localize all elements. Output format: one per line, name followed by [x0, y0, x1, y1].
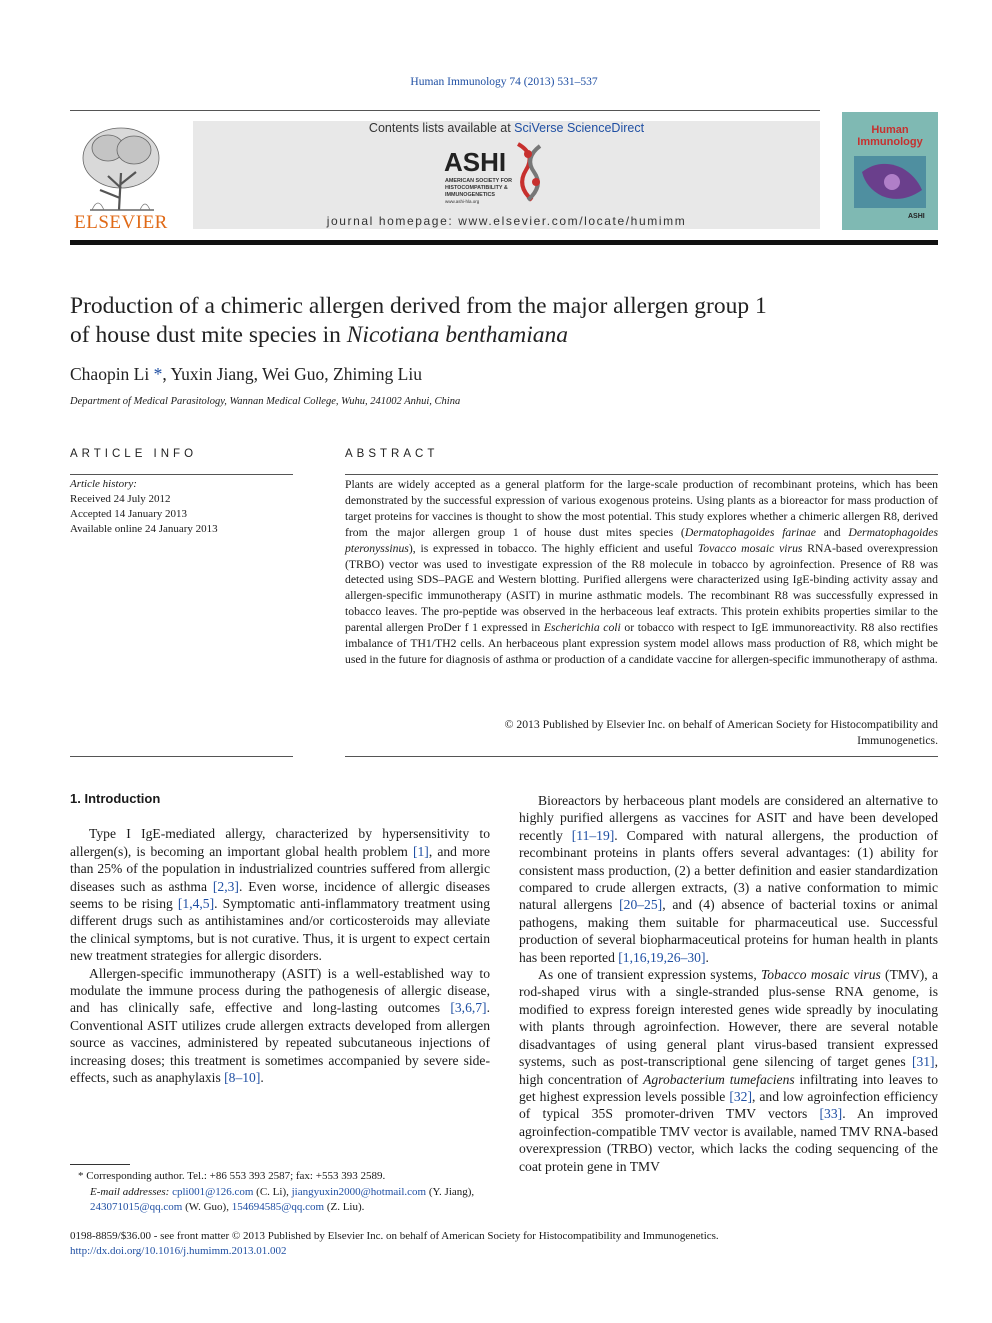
article-title: [70, 292, 940, 350]
footnote-text: Corresponding author. Tel.: +86 553 393 2587; fax: +553 393 2589.: [83, 1170, 386, 1182]
para-text: (TMV), a rod-shaped virus with a single-stranded plus-sense RNA genome, is modified to express foreign interested genes wide spreadly by inoculating with plants through agroinfection. However, there are several notable disadvantages of using general plant virus-based transient expressed systems, such as post-transcriptional gene silencing of target genes: [519, 967, 938, 1070]
cover-title-line-2: Immunology: [857, 136, 923, 148]
intro-paragraph-1: [70, 825, 490, 964]
footnote-rule: [70, 1164, 130, 1165]
author-rest: , Yuxin Jiang, Wei Guo, Zhiming Liu: [162, 364, 422, 384]
article-info-rule: [70, 474, 293, 475]
ashi-logo: [440, 138, 580, 208]
history-title: Article history:: [70, 478, 137, 490]
author-list: [70, 364, 422, 385]
para-text: Allergen-specific immunotherapy (ASIT) is a well-established way to modulate the immune process during the pathogenesis of allergic disease, and has clinically safe, effective and long-lasting outcomes: [70, 965, 490, 1016]
para-text: , high concentration of: [519, 1054, 938, 1087]
citation-link[interactable]: [2,3]: [212, 878, 239, 894]
homepage-url[interactable]: www.elsevier.com/locate/humimm: [458, 214, 687, 228]
doi-link[interactable]: http://dx.doi.org/10.1016/j.humimm.2013.01.002: [70, 1245, 287, 1257]
abstract-bottom-rule: [345, 756, 938, 757]
abstract-part: or tobacco with respect to IgE immunoreactivity. R8 also rectifies imbalance of TH1/TH2 cells. An herbaceous plant expression system model allows mass production of R8, which might be used in the future for diagnosis of asthma or production of a candidate vaccine for allergen-specific immunotherapy of asthma.: [345, 621, 938, 666]
cover-title-line-1: Human: [871, 124, 909, 136]
citation-link[interactable]: [31]: [911, 1054, 935, 1070]
abstract-part: RNA-based overexpression (TRBO) vector was used to investigate expression of the R8 molecule in tobacco by agroinfection. Presence of R8 was detected using SDS–PAGE and Western blotting. Purified allergens were characterized using IgE-binding activity assay and allergen-specific immunotherapy (ASIT) in murine asthmatic models. The recombinant R8 was successfully expressed in tobacco leaves. The pro-peptide was observed in the herbaceous leaf extracts. This protein exhibits properties similar to the parental allergen ProDer f 1 expressed in: [345, 541, 938, 635]
ashi-url: www.ashi-hla.org: [445, 199, 480, 204]
abstract-part: Plants are widely accepted as a general platform for the large-scale production of recombinant proteins, which has been demonstrated by the successful expression of various exogenous proteins. Using plants as a bioreactor for mass production of target proteins for vaccines is thought to show the most potential. This study explores whether a chimeric allergen R8, derived from the major allergen group 1 of house dust mites species (: [345, 478, 938, 539]
citation-link[interactable]: [1,16,19,26–30]: [618, 949, 706, 965]
abstract-rule: [345, 474, 938, 475]
header-top-rule: [70, 110, 820, 111]
citation-link[interactable]: [32]: [729, 1088, 752, 1104]
history-online: Available online 24 January 2013: [70, 523, 218, 535]
para-text: . Symptomatic anti-inflammatory treatment using different drugs such as antihistamines and/or corticosteroids may alleviate the clinical symptoms, but is not curative. Thus, it is urgent to expect certain new treatment strategies for allergic disorders.: [70, 896, 490, 964]
para-species: Tobacco mosaic virus: [761, 967, 881, 983]
history-accepted: Accepted 14 January 2013: [70, 508, 187, 520]
cover-ashi-mark: ASHI: [908, 213, 925, 220]
title-species: Nicotiana benthamiana: [346, 322, 569, 348]
citation-link[interactable]: [1,4,5]: [177, 896, 215, 912]
citation-link[interactable]: [11–19]: [571, 827, 615, 843]
para-text: . Even worse, incidence of allergic diseases seems to be rising: [70, 878, 490, 912]
page-footer: [70, 1229, 940, 1259]
email-link[interactable]: 154694585@qq.com: [231, 1201, 325, 1213]
abstract-species: Tovacco mosaic virus: [697, 541, 803, 555]
copyright-line-1: © 2013 Published by Elsevier Inc. on behalf of American Society for Histocompatibility and: [504, 718, 938, 731]
para-text: infiltrating into leaves to get highest expression levels possible: [519, 1071, 938, 1104]
contents-prefix: Contents lists available at: [368, 121, 515, 135]
abstract-part: and: [815, 525, 849, 539]
history-received: Received 24 July 2012: [70, 493, 171, 505]
email-owner: (C. Li),: [253, 1185, 292, 1198]
journal-homepage-line: [193, 214, 820, 228]
copyright-line-2: Immunogenetics.: [857, 734, 938, 747]
elsevier-wordmark: ELSEVIER: [74, 212, 168, 233]
abstract-part: ), is expressed in tobacco. The highly efficient and useful: [408, 541, 698, 555]
citation-link[interactable]: [1]: [412, 843, 429, 859]
abstract-species: Escherichia coli: [543, 621, 621, 635]
body-column-right: [519, 792, 938, 1175]
abstract-heading: ABSTRACT: [345, 448, 439, 460]
homepage-prefix: journal homepage:: [326, 214, 459, 228]
email-link[interactable]: 243071015@qq.com: [90, 1201, 183, 1213]
intro-paragraph-3: [519, 792, 938, 966]
para-text: . Compared with natural allergens, the production of recombinant proteins in plants offers several advantages: (1) ability for consistent mass production, (2) a better definition and easier standardization compared to crude allergen extracts, (3) a native conformation to mimic natural allergens: [519, 827, 938, 913]
citation-link[interactable]: [20–25]: [619, 897, 663, 913]
para-text: , and (4) absence of bacterial toxins or animal pathogens, making them suitable for pharmaceutical use. Successful production of several biopharmaceutical proteins for human health in plants has been reported: [519, 897, 939, 965]
intro-paragraph-2: [70, 965, 490, 1087]
email-link[interactable]: jiangyuxin2000@hotmail.com: [291, 1185, 427, 1198]
para-text: , and more than 25% of the population in industrialized countries suffered from allergic diseases such as asthma: [70, 843, 490, 894]
section-heading-introduction: 1. Introduction: [70, 791, 161, 806]
para-text: . Conventional ASIT utilizes crude allergen extracts developed from allergen source as vaccines, administered by repeated subcutaneous injections of increasing doses; this treatment is sometimes accompanied by severe side-effects, such as anaphylaxis: [70, 1000, 490, 1086]
abstract-species: Dermatophagoides farinae: [684, 525, 816, 539]
sciencedirect-link[interactable]: SciVerse ScienceDirect: [514, 121, 645, 135]
abstract-text: [345, 477, 938, 668]
para-text: .: [705, 949, 709, 965]
ashi-wordmark: ASHI: [444, 147, 507, 177]
ashi-subtitle-2: HISTOCOMPATIBILITY &: [445, 185, 508, 191]
ashi-subtitle-1: AMERICAN SOCIETY FOR: [445, 178, 512, 184]
corresponding-author-link[interactable]: *: [153, 364, 163, 384]
title-line-1: Production of a chimeric allergen derived from the major allergen group 1: [70, 293, 767, 319]
article-info-bottom-rule: [70, 756, 293, 757]
email-label: E-mail addresses:: [90, 1185, 173, 1198]
email-link[interactable]: cpli001@126.com: [172, 1185, 254, 1198]
para-species: Agrobacterium tumefaciens: [643, 1071, 795, 1087]
ashi-subtitle-3: IMMUNOGENETICS: [445, 192, 496, 198]
email-owner: (W. Guo),: [182, 1201, 232, 1213]
email-owner: (Y. Jiang),: [426, 1185, 475, 1198]
header-bottom-rule: [70, 240, 938, 245]
cover-title: [846, 124, 934, 148]
intro-paragraph-4: [519, 966, 938, 1175]
author-first: Chaopin Li: [70, 364, 150, 384]
corresponding-footnote: [70, 1169, 490, 1185]
article-info-heading: ARTICLE INFO: [70, 448, 198, 460]
body-column-left: [70, 790, 490, 1087]
cover-image: [852, 152, 928, 222]
para-text: . An improved agroinfection-compatible TMV vector is available, named TMV RNA-based overexpression (TRBO) vector, which lacks the coding sequencing of the coat protein gene in TMV: [519, 1106, 938, 1174]
para-text: As one of transient expression systems,: [538, 967, 761, 983]
title-line-2: [70, 321, 940, 350]
title-line-2-text: of house dust mite species in: [70, 322, 347, 348]
citation-link[interactable]: [3,6,7]: [450, 1000, 487, 1016]
citation-link[interactable]: [33]: [819, 1106, 843, 1122]
article-history: [70, 477, 218, 537]
email-footnote: [70, 1185, 490, 1216]
para-text: Type I IgE-mediated allergy, characterized by hypersensitivity to allergen(s), is becoming an important global health problem: [70, 826, 490, 859]
abstract-species: Dermatophagoides pteronyssinus: [345, 525, 938, 555]
citation-link[interactable]: [8–10]: [224, 1070, 261, 1086]
contents-available-line: [193, 121, 820, 135]
affiliation: Department of Medical Parasitology, Wannan Medical College, Wuhu, 241002 Anhui, China: [70, 396, 461, 407]
footnotes: [70, 1169, 490, 1216]
para-text: Bioreactors by herbaceous plant models are considered an alternative to highly purified allergens as vaccines for ASIT and have been developed recently: [519, 793, 938, 843]
abstract-copyright: [345, 717, 938, 749]
para-text: , and low agroinfection efficiency of typical 35S promoter-driven TMV vectors: [519, 1088, 938, 1122]
para-text: .: [260, 1070, 264, 1086]
footer-front-matter: 0198-8859/$36.00 - see front matter © 2013 Published by Elsevier Inc. on behalf of American Society for Histocompatibility and Immunogenetics.: [70, 1230, 719, 1242]
journal-reference[interactable]: Human Immunology 74 (2013) 531–537: [410, 76, 598, 88]
footnote-mark: *: [78, 1170, 84, 1182]
email-owner: (Z. Liu).: [324, 1201, 365, 1213]
